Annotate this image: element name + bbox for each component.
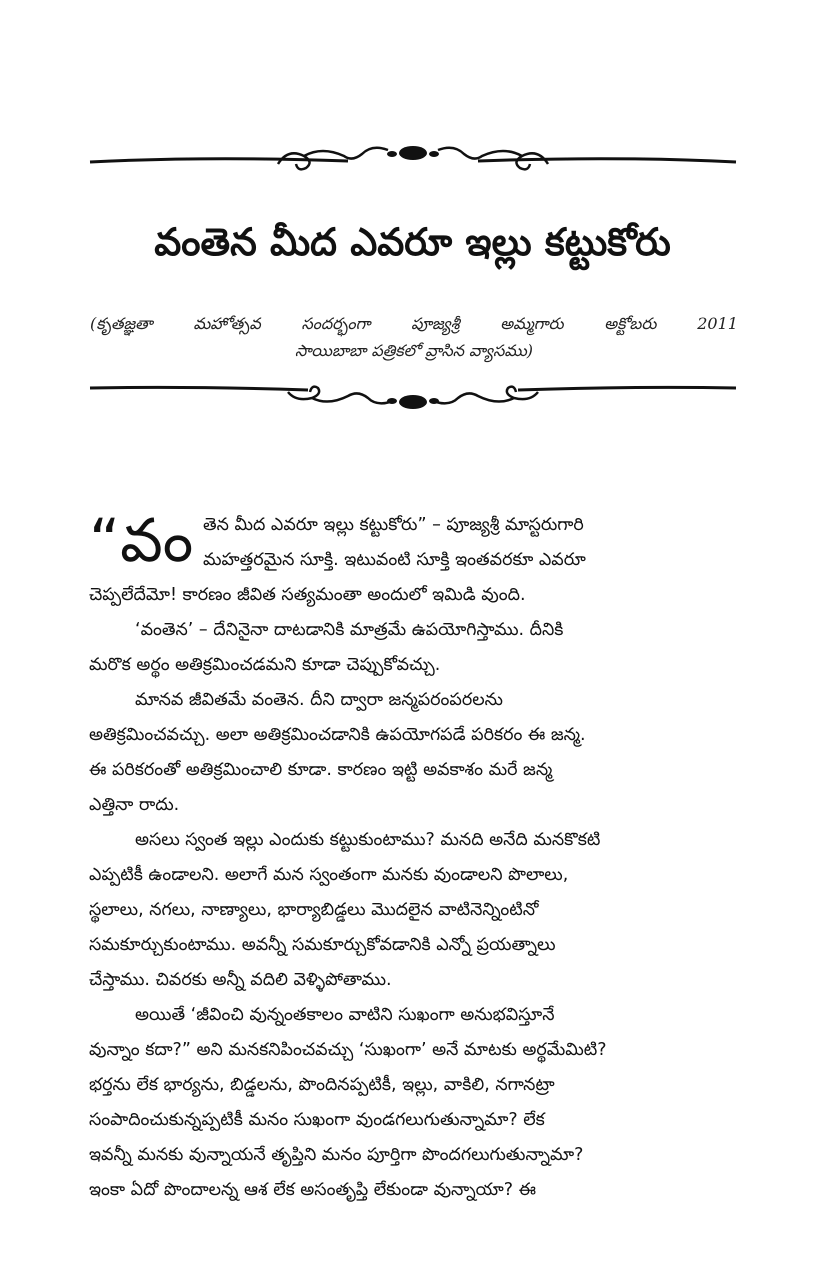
text-line: వున్నాం కదా?” అని మనకనిపించవచ్చు ‘సుఖంగా’ అనే మాటకు అర్థమేమిటి? bbox=[89, 1040, 607, 1060]
text-line: సమకూర్చుకుంటాము. అవన్నీ సమకూర్చుకోవడానికి ఎన్నో ప్రయత్నాలు bbox=[89, 935, 556, 955]
text-line: సంపాదించుకున్నప్పటికీ మనం సుఖంగా వుండగలుగుతున్నామా? లేక bbox=[89, 1110, 545, 1130]
subtitle-word: అమ్మగారు bbox=[500, 314, 564, 333]
subtitle-line-1 bbox=[90, 310, 738, 337]
paragraph-5 bbox=[89, 998, 739, 1208]
decorative-flourish-bottom-icon bbox=[88, 376, 738, 416]
subtitle-word: సందర్భంగా bbox=[301, 314, 371, 333]
text-line: మానవ జీవితమే వంతెన. దీని ద్వారా జన్మపరంపరలను bbox=[135, 690, 503, 710]
text-line: భర్తను లేక భార్యను, బిడ్డలను, పొందినప్పటికీ, ఇల్లు, వాకిలి, నగానట్రా bbox=[89, 1075, 555, 1095]
paragraph-1 bbox=[89, 508, 739, 613]
subtitle-word: (కృతజ్ఞతా bbox=[90, 314, 153, 333]
text-line: చేస్తాము. చివరకు అన్నీ వదిలి వెళ్ళిపోతాము. bbox=[89, 970, 392, 990]
text-line: మహత్తరమైన సూక్తి. ఇటువంటి సూక్తి ఇంతవరకూ ఎవరూ bbox=[203, 550, 586, 570]
subtitle-line-2: సాయిబాబా పత్రికలో వ్రాసిన వ్యాసము) bbox=[294, 341, 534, 360]
text-line: మరొక అర్థం అతిక్రమించడమని కూడా చెప్పుకోవచ్చు. bbox=[89, 655, 441, 675]
paragraph-4 bbox=[89, 823, 739, 998]
decorative-flourish-top-icon bbox=[88, 138, 738, 178]
text-line: ఇవన్నీ మనకు వున్నాయనే తృప్తిని మనం పూర్తిగా పొందగలుగుతున్నామా? bbox=[89, 1145, 584, 1165]
subtitle bbox=[90, 310, 738, 364]
article-body bbox=[89, 508, 739, 1208]
subtitle-word: అక్టోబరు bbox=[604, 314, 657, 333]
text-line: అసలు స్వంత ఇల్లు ఎందుకు కట్టుకుంటాము? మనది అనేది మనకొకటి bbox=[135, 830, 601, 850]
drop-cap: “వం bbox=[89, 506, 194, 576]
paragraph-3 bbox=[89, 683, 739, 823]
text-line: ఎప్పటికీ ఉండాలని. అలాగే మన స్వంతంగా మనకు వుండాలని పొలాలు, bbox=[89, 865, 569, 885]
page-title: వంతెన మీద ఎవరూ ఇల్లు కట్టుకోరు bbox=[154, 220, 671, 264]
text-line: ఎత్తినా రాదు. bbox=[89, 795, 180, 815]
subtitle-word: మహోత్సవ bbox=[193, 314, 261, 333]
text-line: అతిక్రమించవచ్చు. అలా అతిక్రమించడానికి ఉపయోగపడే పరికరం ఈ జన్మ. bbox=[89, 725, 586, 745]
text-line: చెప్పలేదేమో! కారణం జీవిత సత్యమంతా అందులో ఇమిడి వుంది. bbox=[89, 585, 526, 605]
subtitle-word: పూజ్యశ్రీ bbox=[411, 314, 460, 333]
text-line: ఇంకా ఏదో పొందాలన్న ఆశ లేక అసంతృప్తి లేకుండా వున్నాయా? ఈ bbox=[89, 1180, 537, 1200]
text-line: ఈ పరికరంతో అతిక్రమించాలి కూడా. కారణం ఇట్టి అవకాశం మరే జన్మ bbox=[89, 760, 553, 780]
paragraph-2 bbox=[89, 613, 739, 683]
text-line: స్థలాలు, నగలు, నాణ్యాలు, భార్యాబిడ్డలు మొదలైన వాటినెన్నింటినో bbox=[89, 900, 539, 920]
text-line: తెన మీద ఎవరూ ఇల్లు కట్టుకోరు” – పూజ్యశ్రీ మాస్టరుగారి bbox=[203, 515, 584, 535]
text-line: అయితే ‘జీవించి వున్నంతకాలం వాటిని సుఖంగా అనుభవిస్తూనే bbox=[135, 1005, 555, 1025]
subtitle-year: 2011 bbox=[697, 314, 738, 333]
text-line: ‘వంతెన’ – దేనినైనా దాటడానికి మాత్రమే ఉపయోగిస్తాము. దీనికి bbox=[135, 620, 564, 640]
